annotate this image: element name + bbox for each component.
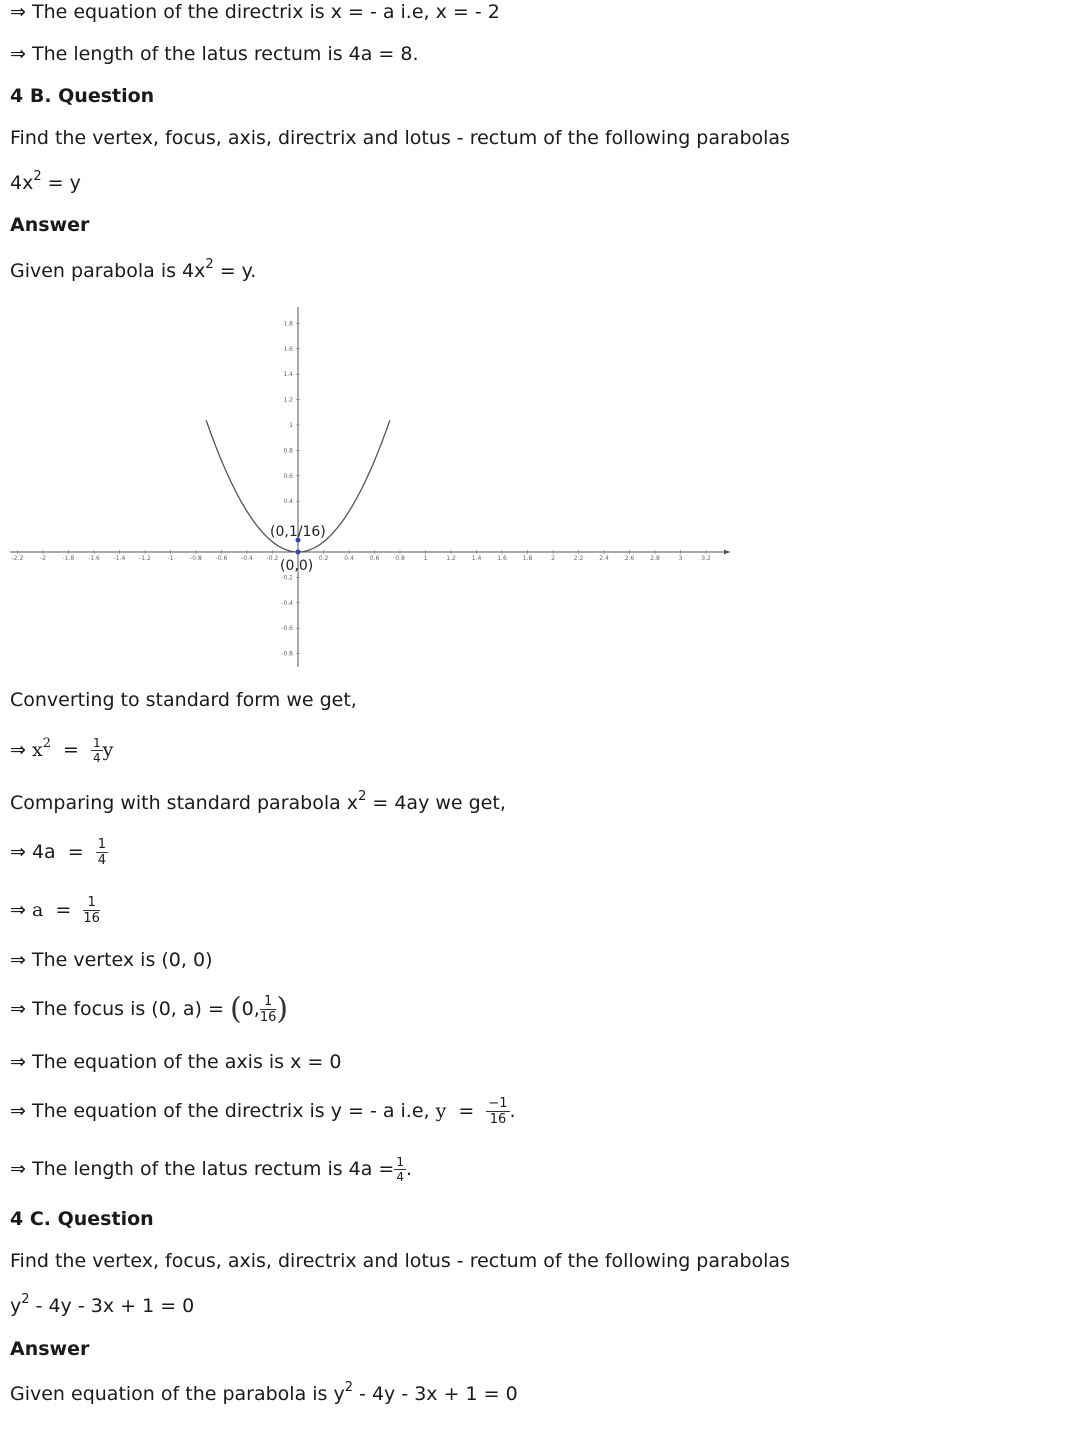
a-fraction: [83, 896, 100, 925]
focus-fraction: [260, 995, 277, 1024]
x-tick-label: 0.4: [344, 555, 354, 562]
x-tick-label: -1.6: [88, 555, 100, 562]
y-tick-label: 0.6: [283, 472, 293, 480]
implies-arrow: ⇒: [10, 1051, 26, 1073]
y-tick-label: -0.8: [281, 650, 293, 658]
origin-label: (0,0): [280, 558, 314, 574]
latus-prefix: The length of the latus rectum is 4a =: [31, 1158, 395, 1180]
y-tick-group: [281, 320, 300, 657]
std-eq: =: [63, 739, 79, 761]
y-tick-label: 0.4: [283, 498, 293, 506]
std-fraction: [91, 737, 103, 764]
converting-text: Converting to standard form we get,: [10, 689, 357, 711]
x-tick-label: 1: [423, 555, 428, 562]
x-tick-label: 2.8: [650, 555, 660, 562]
directrix-line: [10, 1091, 516, 1131]
directrix-fraction: [486, 1097, 509, 1126]
implies-arrow: ⇒: [10, 949, 26, 971]
graph-axes: [10, 307, 730, 667]
prev-directrix-text: The equation of the directrix is x = - a i.e, x = - 2: [31, 1, 500, 23]
given-suffix: = y.: [213, 260, 257, 282]
directrix-num: −1: [488, 1096, 508, 1111]
four-a-fraction: [96, 838, 108, 867]
focus-label: (0,1/16): [270, 524, 326, 540]
y-tick-label: 0.8: [283, 447, 293, 455]
implies-arrow: ⇒: [10, 841, 26, 863]
x-tick-label: 1.2: [446, 555, 456, 562]
q4c-eq-rest: - 4y - 3x + 1 = 0: [29, 1295, 195, 1317]
q4c-given: [10, 1382, 518, 1406]
x-tick-label: -2: [40, 555, 46, 562]
implies-arrow: ⇒: [10, 43, 26, 65]
comparing-line: [10, 791, 506, 815]
y-tick-label: -0.2: [281, 574, 293, 582]
focus-den: 16: [259, 1010, 277, 1025]
four-a-den: 4: [97, 853, 106, 868]
q4b-prompt: Find the vertex, focus, axis, directrix and lotus - rectum of the following parabolas: [10, 127, 790, 149]
implies-arrow: ⇒: [10, 1, 26, 23]
directrix-den: 16: [489, 1112, 507, 1127]
x-tick-label: -1.8: [62, 555, 75, 562]
q4c-equation: [10, 1294, 194, 1318]
y-tick-label: 1.8: [283, 320, 293, 328]
x-tick-label: -2.2: [11, 555, 24, 562]
vertex-line: [10, 948, 212, 972]
x-tick-label: 3.2: [701, 555, 711, 562]
implies-arrow: ⇒: [10, 1100, 26, 1122]
q4c-answer-label: Answer: [10, 1338, 90, 1360]
four-a-eq: =: [67, 841, 84, 863]
y-tick-label: -0.6: [281, 625, 293, 633]
q4b-answer-label: Answer: [10, 214, 90, 236]
x-tick-label: 0.6: [369, 555, 380, 562]
q4b-equation: [10, 171, 81, 195]
x-tick-label: -0.4: [241, 555, 253, 562]
x-tick-label: 3: [678, 555, 683, 562]
focus-open-paren: (: [229, 991, 242, 1027]
focus-num: 1: [260, 995, 277, 1010]
q4b-given: [10, 259, 256, 283]
q4c-prompt: Find the vertex, focus, axis, directrix and lotus - rectum of the following parabolas: [10, 1250, 790, 1272]
std-x: x: [31, 739, 43, 761]
x-tick-label: -0.6: [215, 555, 228, 562]
implies-arrow: ⇒: [10, 739, 26, 761]
focus-close-paren: ): [276, 991, 289, 1027]
x-tick-label: 2.2: [573, 555, 584, 562]
y-tick-label: 1: [289, 422, 293, 429]
latus-num: 1: [396, 1155, 404, 1169]
x-tick-label: 0.2: [318, 555, 329, 562]
x-tick-label: -0.8: [190, 555, 202, 562]
axis-line: [10, 1050, 341, 1074]
four-a-line: [10, 832, 108, 872]
comparing-suffix: = 4ay we get,: [366, 792, 506, 814]
eq-lhs: 4x: [10, 172, 34, 194]
focus-line: [10, 989, 288, 1029]
a-line: [10, 890, 100, 930]
implies-arrow: ⇒: [10, 1158, 26, 1180]
latus-fraction: [394, 1156, 406, 1183]
directrix-y: y: [435, 1100, 447, 1122]
x-tick-label: -1.4: [113, 555, 126, 562]
comparing-prefix: Comparing with standard parabola x: [10, 792, 359, 814]
vertex-point: [296, 550, 301, 555]
prev-latus-line: [10, 42, 419, 66]
std-den: 4: [92, 751, 101, 765]
x-tick-label: -1: [167, 555, 174, 562]
implies-arrow: ⇒: [10, 998, 26, 1020]
y-tick-label: -0.4: [281, 599, 293, 607]
y-tick-label: 1.2: [283, 396, 293, 404]
given-prefix: Given parabola is 4x: [10, 260, 206, 282]
a-num: 1: [83, 896, 100, 911]
y-tick-label: 1.4: [283, 371, 293, 379]
directrix-end: .: [509, 1100, 516, 1122]
axis-text: The equation of the axis is x = 0: [31, 1051, 342, 1073]
four-a-num: 1: [97, 837, 106, 852]
x-tick-label: 2.4: [599, 555, 609, 562]
std-y: y: [102, 739, 114, 761]
y-tick-label: 1.6: [283, 345, 293, 353]
prev-latus-text: The length of the latus rectum is 4a = 8.: [31, 43, 419, 65]
directrix-prefix: The equation of the directrix is y = - a i.e,: [31, 1100, 430, 1122]
four-a: 4a: [31, 841, 56, 863]
x-axis-arrow: [724, 550, 730, 555]
x-tick-label: 2: [551, 555, 555, 562]
a-eq: =: [55, 899, 72, 921]
focus-prefix: The focus is (0, a) =: [31, 998, 224, 1020]
std-form-line: [10, 733, 113, 767]
latus-end: .: [406, 1158, 413, 1180]
a-den: 16: [83, 911, 100, 926]
q4c-heading: 4 C. Question: [10, 1208, 154, 1230]
x-tick-label: 2.6: [624, 555, 635, 562]
q4c-given-prefix: Given equation of the parabola is y: [10, 1383, 345, 1405]
q4c-given-suffix: - 4y - 3x + 1 = 0: [353, 1383, 518, 1405]
prev-directrix-line: [10, 0, 500, 24]
q4c-given-exp: 2: [344, 1380, 354, 1395]
x-tick-label: 1.6: [497, 555, 507, 562]
x-tick-label: 1.8: [522, 555, 533, 562]
eq-exp: 2: [33, 169, 42, 184]
implies-arrow: ⇒: [10, 899, 26, 921]
x-tick-label: -0.2: [266, 555, 279, 562]
focus-zero: 0,: [241, 998, 260, 1020]
std-exp: 2: [42, 736, 51, 751]
vertex-text: The vertex is (0, 0): [31, 949, 213, 971]
eq-rhs: = y: [41, 172, 81, 194]
q4c-eq-exp: 2: [21, 1292, 30, 1307]
parabola-graph: [0, 295, 760, 675]
std-num: 1: [92, 736, 101, 750]
q4b-heading: 4 B. Question: [10, 85, 155, 107]
x-tick-label: 1.4: [471, 555, 482, 562]
q4c-eq-y: y: [10, 1295, 22, 1317]
a-var: a: [31, 899, 44, 921]
x-tick-label: -1.2: [139, 555, 151, 562]
comparing-exp: 2: [358, 789, 367, 804]
given-exp: 2: [205, 257, 214, 272]
x-tick-label: 0.8: [395, 555, 405, 562]
directrix-eq: =: [458, 1100, 475, 1122]
latus-line: [10, 1149, 412, 1189]
latus-den: 4: [396, 1170, 404, 1184]
